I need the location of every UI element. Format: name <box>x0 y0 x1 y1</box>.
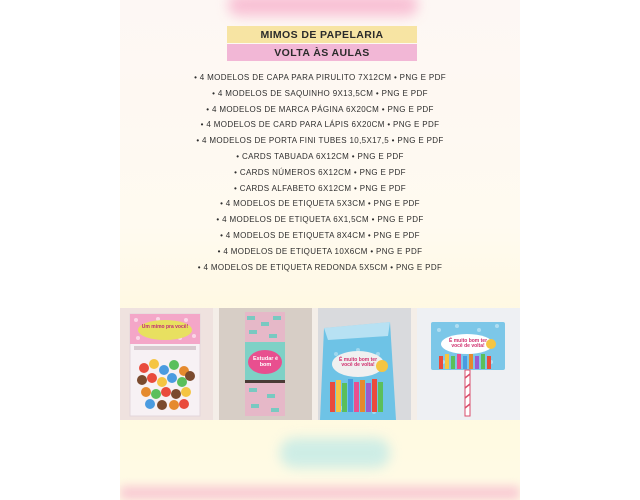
list-item: • 4 MODELOS DE PORTA FINI TUBES 10,5X17,5 • PNG E PDF <box>196 136 444 146</box>
product-page <box>120 0 520 500</box>
list-item: • 4 MODELOS DE SAQUINHO 9X13,5CM • PNG E PDF <box>212 88 428 98</box>
bookmark-label-text: Estudar é bom <box>252 356 279 368</box>
list-item: • 4 MODELOS DE CAPA PARA PIRULITO 7X12CM • PNG E PDF <box>194 73 446 82</box>
list-item: • 4 MODELOS DE CARD PARA LÁPIS 6X20CM • PNG E PDF <box>200 120 440 130</box>
list-item: • 4 MODELOS DE ETIQUETA 5X3CM • PNG E PDF <box>220 199 420 209</box>
subtitle-badge: VOLTA ÀS AULAS <box>227 44 417 61</box>
lollipop-label-text: É muito bom ter você de volta! <box>448 338 488 349</box>
list-item: • CARDS TABUADA 6X12CM • PNG E PDF <box>236 151 404 161</box>
bookmark-photo <box>219 308 312 420</box>
list-item: • 4 MODELOS DE ETIQUETA 10X6CM • PNG E PDF <box>217 246 423 256</box>
list-item: • 4 MODELOS DE ETIQUETA 8X4CM • PNG E PDF <box>220 230 420 240</box>
lollipop-illustration <box>417 308 520 420</box>
candy-bag-photo <box>120 308 213 420</box>
pencil-bag-label-text: É muito bom ter você de volta! <box>338 357 378 368</box>
bottom-decoration <box>280 438 390 468</box>
title-badge: MIMOS DE PAPELARIA <box>227 26 417 43</box>
pencil-bag-photo <box>318 308 411 420</box>
bag-label-text: Um mimo pra você! <box>141 324 189 330</box>
bottom-strip <box>120 486 520 500</box>
list-item: • 4 MODELOS DE MARCA PÁGINA 6X20CM • PNG E PDF <box>206 104 434 114</box>
list-item: • 4 MODELOS DE ETIQUETA REDONDA 5X5CM • PNG E PDF <box>197 262 443 272</box>
list-item: • 4 MODELOS DE ETIQUETA 6X1,5CM • PNG E PDF <box>216 215 424 225</box>
lollipop-photo <box>417 308 520 420</box>
list-item: • CARDS NÚMEROS 6X12CM • PNG E PDF <box>234 167 406 177</box>
product-list <box>120 70 520 275</box>
list-item: • CARDS ALFABETO 6X12CM • PNG E PDF <box>234 183 406 193</box>
top-decoration <box>228 0 418 16</box>
